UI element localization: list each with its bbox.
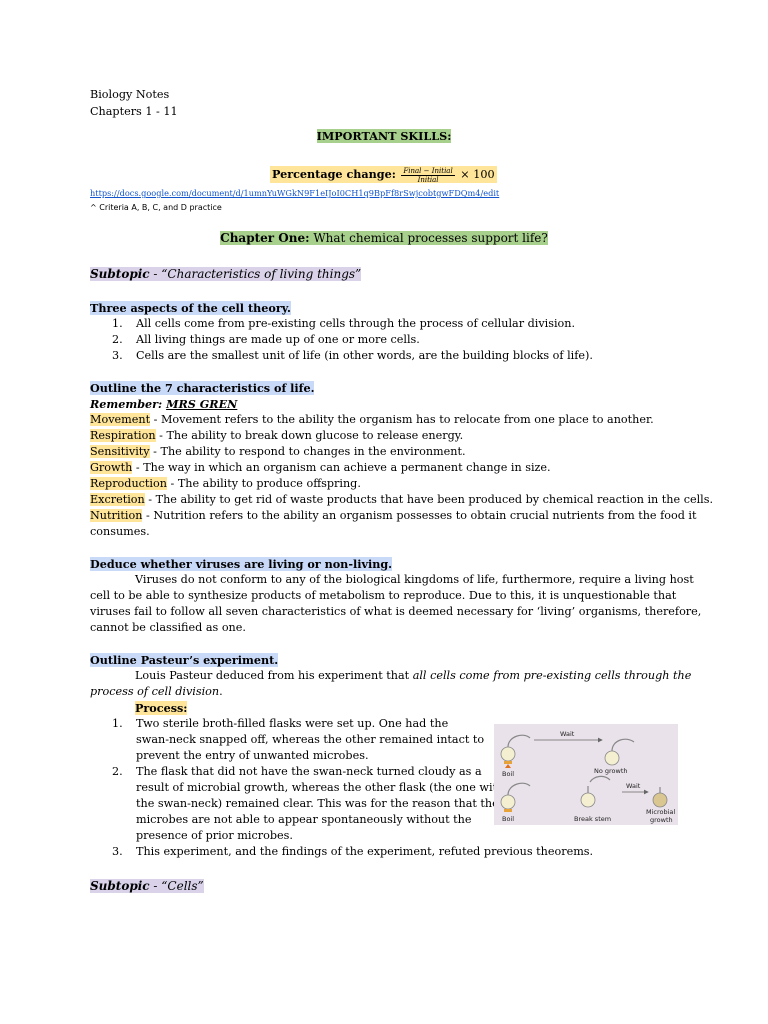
pasteur-intro: Louis Pasteur deduced from his experiment that all cells come from pre-existing cells through the [135, 669, 692, 682]
cell-theory-heading: Three aspects of the cell theory. [90, 301, 291, 315]
characteristics-heading: Outline the 7 characteristics of life. [90, 381, 315, 395]
formula-tail: × 100 [460, 168, 495, 181]
subtopic-1-label: Subtopic [90, 267, 150, 281]
list-item-cont: result of microbial growth, whereas the other flask (the one with [136, 781, 505, 794]
label-no-growth: No growth [594, 767, 628, 775]
label-boil-1: Boil [502, 770, 515, 778]
characteristic-item: Sensitivity - The ability to respond to changes in the environment. [90, 445, 466, 458]
pasteur-heading-row [90, 652, 278, 668]
label-boil-2: Boil [502, 815, 515, 823]
list-item-cont: swan-neck snapped off, whereas the other remained intact to [136, 733, 485, 746]
paragraph-line: Viruses do not conform to any of the biological kingdoms of life, furthermore, require a living host [135, 573, 694, 586]
list-item: 3. This experiment, and the findings of the experiment, refuted previous theorems. [112, 845, 594, 858]
pasteur-heading: Outline Pasteur’s experiment. [90, 653, 279, 667]
google-doc-link[interactable]: https://docs.google.com/document/d/1umnYuWGkN9F1eIJoI0CH1q9BpFf8rSwjcobtgwFDQm4/edit [90, 188, 500, 198]
cell-theory-heading-row [90, 300, 291, 316]
list-item: 3. Cells are the smallest unit of life (in other words, are the building blocks of life). [112, 349, 593, 362]
paragraph-line: viruses fail to follow all seven characteristics of what is deemed necessary for ‘living’ organisms, therefore, [90, 605, 702, 618]
subtopic-2-title: - “Cells” [149, 879, 204, 893]
remember-label: Remember: [90, 397, 167, 411]
paragraph-line: cannot be classified as one. [90, 621, 246, 634]
formula-label: Percentage change: [272, 167, 396, 181]
list-item: 2. The flask that did not have the swan-neck turned cloudy as a [112, 765, 482, 778]
list-item-cont: microbes are not able to appear spontaneously without the [136, 813, 472, 826]
viruses-heading: Deduce whether viruses are living or non-living. [90, 557, 393, 571]
label-microbial: Microbial [646, 808, 676, 816]
skills-heading-row [0, 128, 768, 144]
subtopic-1 [90, 266, 361, 282]
term-excretion: Excretion [90, 493, 145, 506]
characteristic-item: Excretion - The ability to get rid of waste products that have been produced by chemical reaction in the cells. [90, 493, 714, 506]
term-movement: Movement [90, 413, 151, 426]
formula-fraction [401, 167, 454, 184]
pasteur-experiment-diagram [494, 724, 678, 825]
formula-numerator: Final − Initial [403, 166, 453, 175]
chapter-one-heading [0, 230, 768, 246]
characteristic-item: Respiration - The ability to break down glucose to release energy. [90, 429, 464, 442]
characteristic-item: Movement - Movement refers to the ability the organism has to relocate from one place to another. [90, 413, 654, 426]
characteristic-item: Growth - The way in which an organism can achieve a permanent change in size. [90, 461, 551, 474]
subtopic-1-title: - “Characteristics of living things” [149, 267, 362, 281]
list-item: 1. Two sterile broth-filled flasks were set up. One had the [112, 717, 449, 730]
boil-flask-2-icon [501, 783, 530, 812]
term-growth: Growth [90, 461, 133, 474]
remember-line [90, 396, 237, 412]
process-label: Process: [135, 701, 188, 715]
nutrition-continued: consumes. [90, 525, 150, 538]
cloudy-flask-icon [653, 787, 667, 807]
characteristic-item: Reproduction - The ability to produce offspring. [90, 477, 361, 490]
formula-row [270, 163, 497, 186]
subtopic-2 [90, 878, 204, 894]
term-respiration: Respiration [90, 429, 156, 442]
chapter-one-label: Chapter One: [220, 231, 310, 245]
broken-neck-flask-icon [581, 776, 610, 807]
chapter-one-title: What chemical processes support life? [309, 231, 548, 245]
boil-flask-icon [501, 735, 530, 768]
formula-denominator: Initial [417, 175, 439, 184]
list-item: 2. All living things are made up of one or more cells. [112, 333, 420, 346]
process-label-row [135, 700, 187, 716]
google-doc-link-row [90, 185, 499, 201]
characteristics-heading-row [90, 380, 314, 396]
label-wait-2: Wait [626, 782, 641, 790]
clear-flask-icon [605, 739, 634, 765]
term-sensitivity: Sensitivity [90, 445, 150, 458]
characteristic-item: Nutrition - Nutrition refers to the ability an organism possesses to obtain crucial nutrients from the food it [90, 509, 697, 522]
doc-chapters: Chapters 1 - 11 [90, 105, 178, 118]
subtopic-2-label: Subtopic [90, 879, 150, 893]
paragraph-line: cell to be able to synthesize products of metabolism to reproduce. Due to this, it is unquestionable that [90, 589, 677, 602]
term-nutrition: Nutrition [90, 509, 143, 522]
list-item-cont: presence of prior microbes. [136, 829, 293, 842]
mnemonic: MRS GREN [166, 397, 238, 411]
criteria-note: ^ Criteria A, B, C, and D practice [90, 203, 222, 212]
label-wait-1: Wait [560, 730, 575, 738]
pasteur-intro-cont: process of cell division. [90, 685, 223, 698]
list-item-cont: the swan-neck) remained clear. This was for the reason that the [136, 797, 499, 810]
doc-title: Biology Notes [90, 88, 170, 101]
term-reproduction: Reproduction [90, 477, 167, 490]
label-break-stem: Break stem [574, 815, 612, 823]
skills-heading: IMPORTANT SKILLS: [316, 129, 452, 143]
formula [270, 166, 497, 183]
list-item: 1. All cells come from pre-existing cells through the process of cellular division. [112, 317, 576, 330]
viruses-heading-row [90, 556, 392, 572]
list-item-cont: prevent the entry of unwanted microbes. [136, 749, 369, 762]
label-growth: growth [650, 816, 673, 824]
